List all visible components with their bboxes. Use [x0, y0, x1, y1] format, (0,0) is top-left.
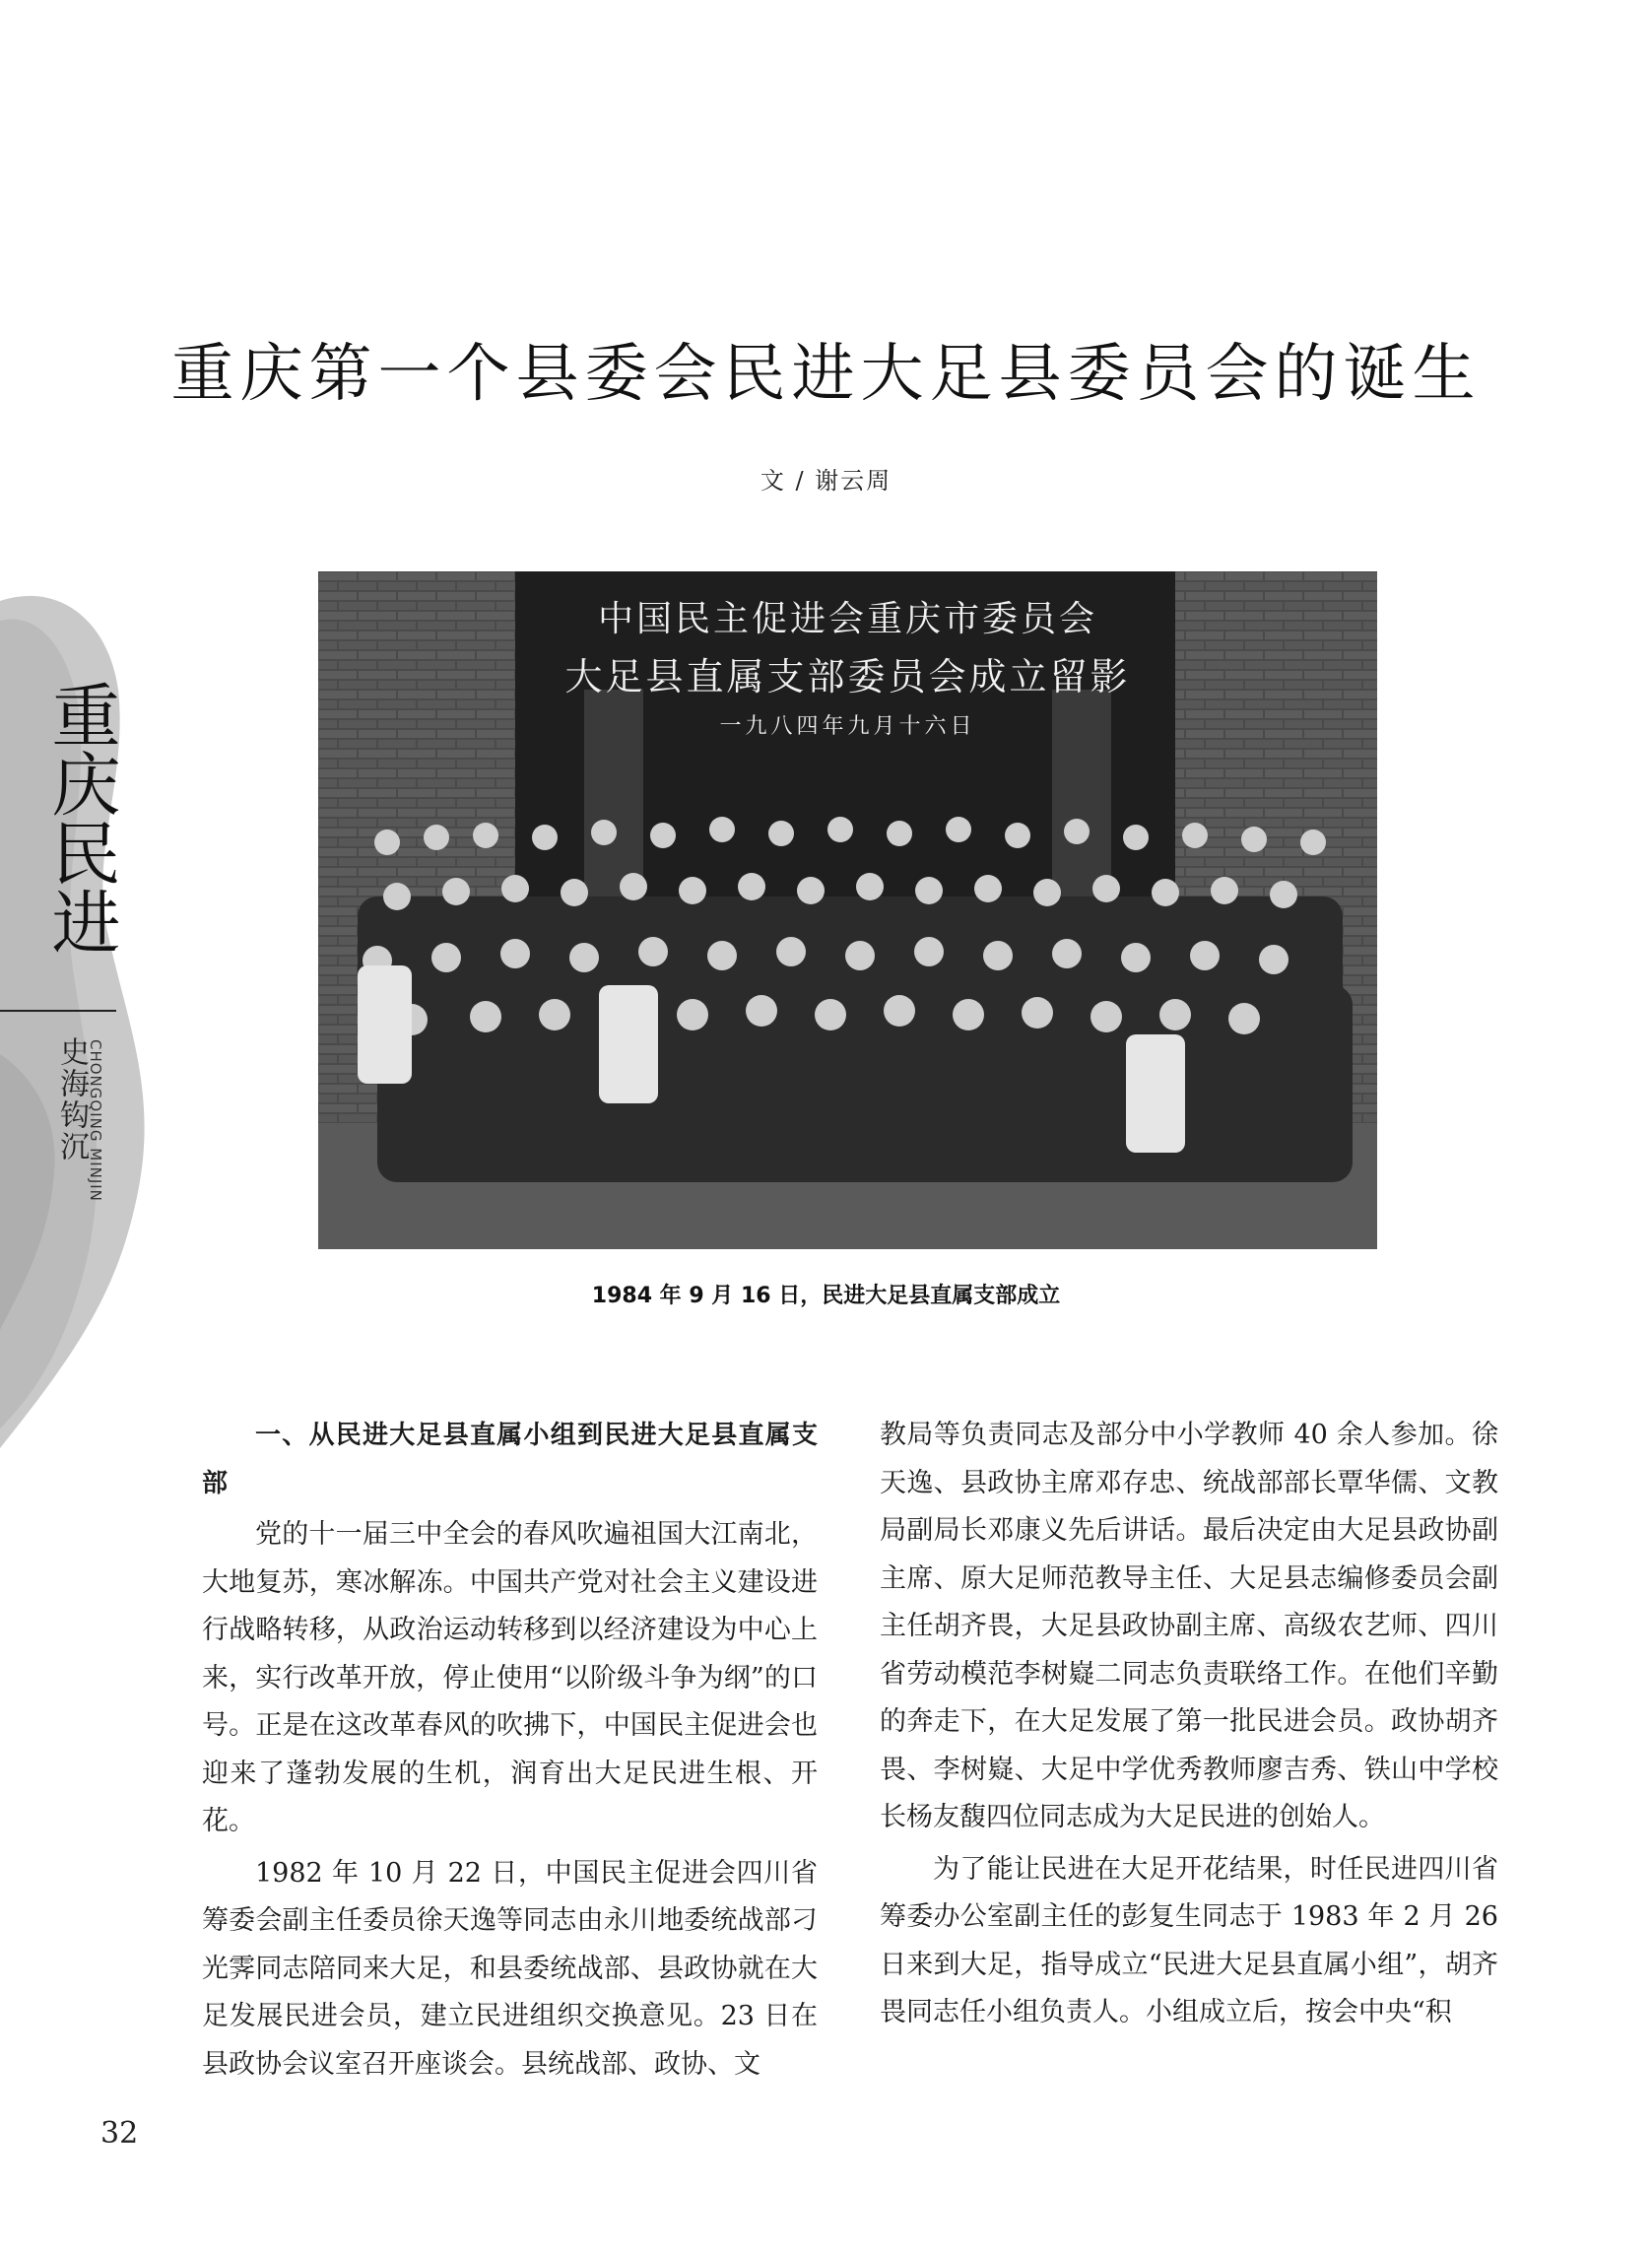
- paragraph: 党的十一届三中全会的春风吹遍祖国大江南北，大地复苏，寒冰解冻。中国共产党对社会主义建设进行战略转移，从政治运动转移到以经济建设为中心上来，实行改革开放，停止使用“以阶级斗争为纲”的口号。正是在这改革春风的吹拂下，中国民主促进会也迎来了蓬勃发展的生机，润育出大足民进生根、开花。: [202, 1519, 818, 1836]
- group-photo: [318, 571, 1377, 1249]
- photo-inscription-date: 一九八四年九月十六日: [719, 714, 976, 739]
- paragraph: 1982 年 10 月 22 日，中国民主促进会四川省筹委会副主任委员徐天逸等同志由永川地委统战部刁光霁同志陪同来大足，和县委统战部、县政协就在大足发展民进会员，建立民进组织交换意见。23 日在县政协会议室召开座谈会。县统战部、政协、文: [202, 1857, 818, 2080]
- article-title: 重庆第一个县委会民进大足县委员会的诞生: [170, 338, 1482, 411]
- magazine-english-name: CHONGQING MINJIN: [87, 1039, 104, 1202]
- photo-inscription-line1: 中国民主促进会重庆市委员会: [597, 599, 1097, 639]
- article-column-left: [202, 1412, 818, 2092]
- article-column-right: [880, 1412, 1498, 2041]
- page-number: 32: [100, 2116, 139, 2151]
- article-author: 文 / 谢云周: [760, 467, 892, 495]
- paragraph: 教局等负责同志及部分中小学教师 40 余人参加。徐天逸、县政协主席邓存忠、统战部部长覃华儒、文教局副局长邓康义先后讲话。最后决定由大足县政协副主席、原大足师范教导主任、大足县志编修委员会副主任胡齐畏，大足县政协副主席、高级农艺师、四川省劳动模范李树嶷二同志负责联络工作。在他们辛勤的奔走下，在大足发展了第一批民进会员。政协胡齐畏、李树嶷、大足中学优秀教师廖吉秀、铁山中学校长杨友馥四位同志成为大足民进的创始人。: [880, 1420, 1498, 1832]
- paragraph: 为了能让民进在大足开花结果，时任民进四川省筹委办公室副主任的彭复生同志于 1983 年 2 月 26 日来到大足，指导成立“民进大足县直属小组”，胡齐畏同志任小组负责人。小组成立后，按会中央“积: [880, 1853, 1498, 2027]
- photo-inscription-line2: 大足县直属支部委员会成立留影: [564, 655, 1131, 698]
- section-heading: 一、从民进大足县直属小组到民进大足县直属支部: [202, 1421, 818, 1498]
- photo-caption: 1984 年 9 月 16 日，民进大足县直属支部成立: [591, 1284, 1061, 1308]
- section-name-vertical: 史海钩沉: [54, 1036, 89, 1162]
- side-divider: [0, 1010, 116, 1012]
- magazine-name-vertical: 重庆民进: [40, 680, 121, 956]
